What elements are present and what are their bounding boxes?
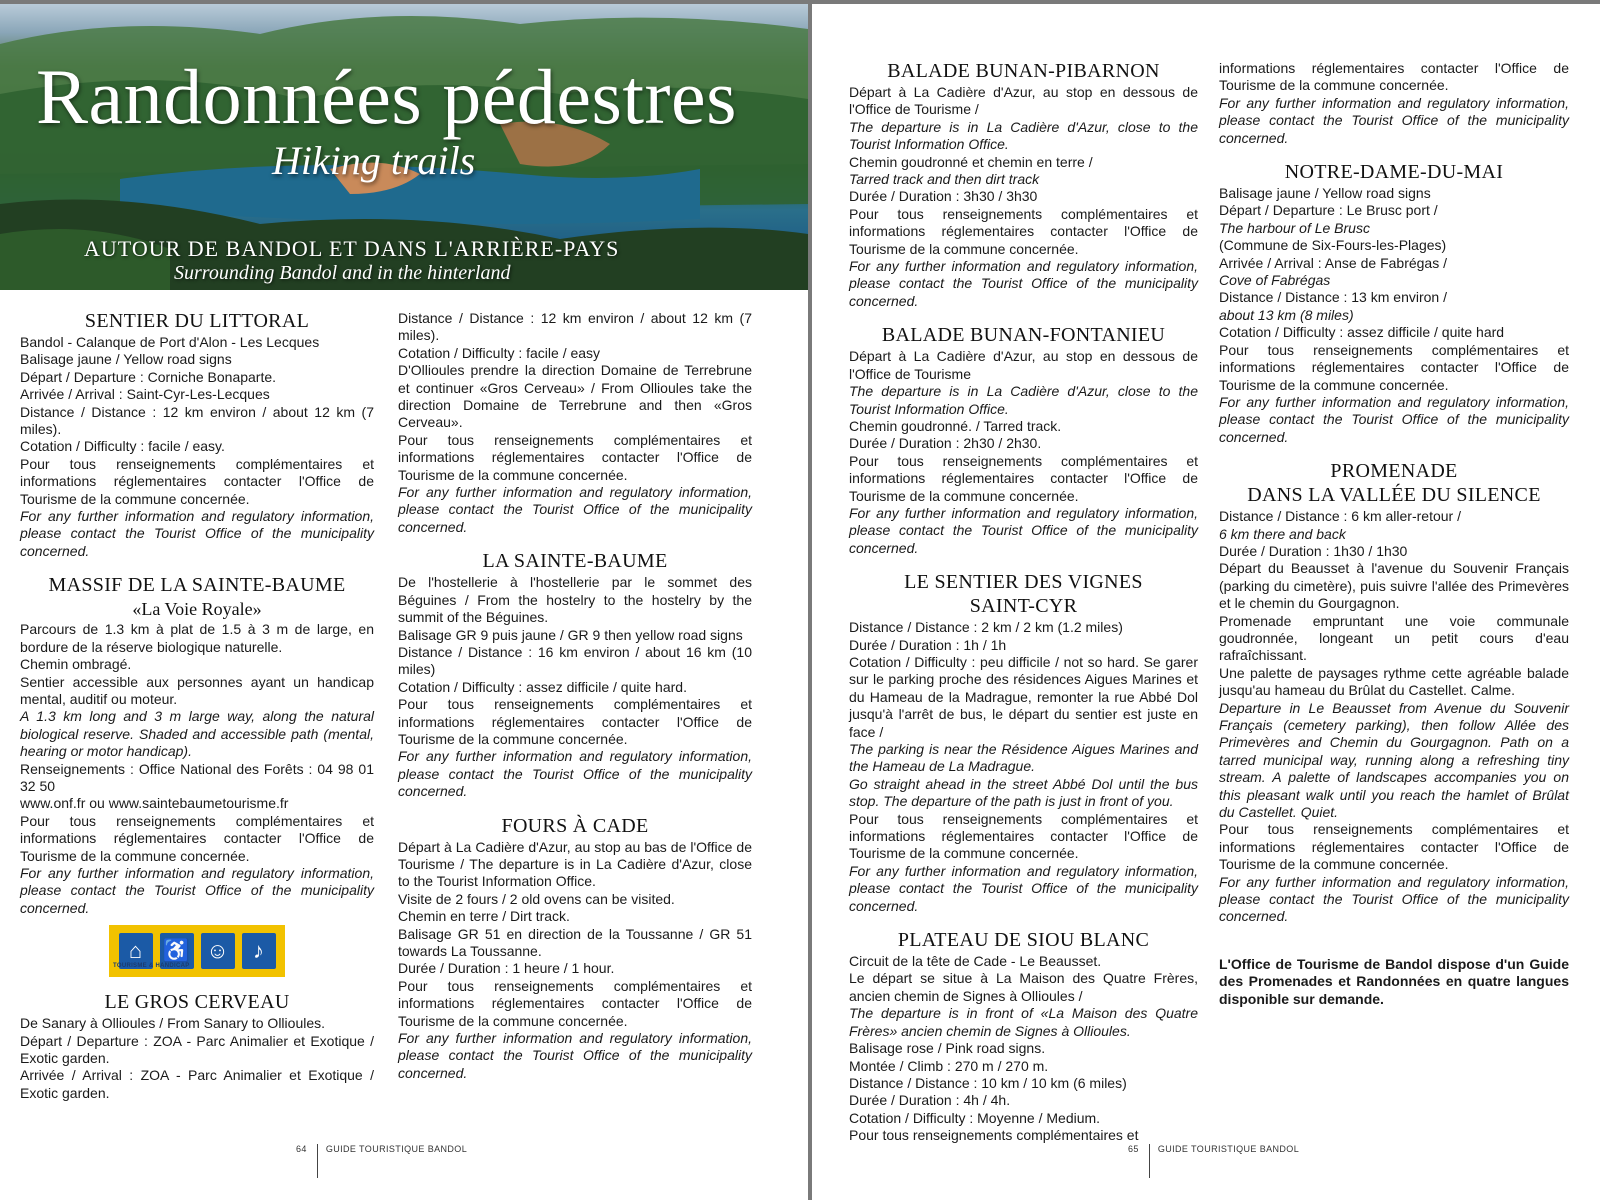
- info-fr: Pour tous renseignements complémentaires et informations réglementaires contacter l'Office de Tourisme de la commune concernée.: [398, 431, 752, 483]
- difficulty-line: Cotation / Difficulty : peu difficile / not so hard. Se garer sur le parking proche des résidences Aigues Marines et du Hameau de la Madrague, remonter la rue Abbé Dol jusqu'à l'arrêt de bus, le départ du sentier est juste en face /: [849, 653, 1198, 740]
- info-fr: Pour tous renseignements complémentaires et informations réglementaires contacter l'Office de Tourisme de la commune concernée.: [849, 452, 1198, 504]
- track-line: Chemin goudronné. / Tarred track.: [849, 417, 1062, 434]
- signage-line: Balisage jaune / Yellow road signs: [20, 351, 232, 368]
- departure-en: The departure is in La Cadière d'Azur, close to the Tourist Information Office.: [849, 118, 1198, 153]
- departure-line: Départ du Beausset à l'avenue du Souvenir Français (parking du cimetère), puis suivre l'allée des Primevères et le chemin du Gourgagnon.: [1219, 560, 1569, 612]
- left-page-footer: [296, 1144, 467, 1178]
- track-line: Chemin en terre / Dirt track.: [398, 908, 570, 925]
- info-fr-end: informations réglementaires contacter l'Office de Tourisme de la commune concernée.: [1219, 60, 1569, 94]
- tourist-office-note: L'Office de Tourisme de Bandol dispose d'un Guide des Promenades et Randonnées en quatre langues disponible sur demande.: [1219, 955, 1569, 1007]
- section-title: PROMENADE: [1330, 460, 1458, 483]
- section-title: FOURS À CADE: [501, 814, 649, 837]
- difficulty-line: Cotation / Difficulty : Moyenne / Medium.: [849, 1109, 1101, 1126]
- departure-line: Départ / Departure : ZOA - Parc Animalier et Exotique / Exotic garden.: [20, 1032, 374, 1066]
- distance-line: Distance / Distance : 13 km environ /: [1219, 289, 1447, 306]
- description-line: Chemin ombragé.: [20, 656, 132, 673]
- hearing-icon: ♪: [242, 933, 276, 969]
- section-title: LE SENTIER DES VIGNES: [904, 571, 1143, 594]
- difficulty-line: Cotation / Difficulty : assez difficile / quite hard: [1219, 324, 1505, 341]
- hero-title: Randonnées pédestres: [36, 53, 737, 140]
- section-title: NOTRE-DAME-DU-MAI: [1284, 161, 1504, 184]
- section-title: LE GROS CERVEAU: [104, 991, 290, 1014]
- page-number: 65: [1128, 1144, 1139, 1154]
- departure-line: Départ / Departure : Le Brusc port /: [1219, 202, 1438, 219]
- info-en: For any further information and regulatory information, please contact the Tourist Office of the municipality concerned.: [20, 864, 374, 916]
- section-title: BALADE BUNAN-FONTANIEU: [881, 324, 1166, 347]
- arrival-en: Cove of Fabrégas: [1219, 272, 1331, 289]
- departure-line: Le départ se situe à La Maison des Quatre Frères, ancien chemin de Signes à Ollioules /: [849, 970, 1198, 1004]
- footer-divider: [1149, 1144, 1150, 1178]
- departure-line: Départ à La Cadière d'Azur, au stop en dessous de l'Office de Tourisme: [849, 348, 1198, 382]
- section-bunan-pibarnon: [849, 60, 1198, 310]
- section-fours-a-cade: [398, 815, 752, 1083]
- signage-line: Balisage GR 51 en direction de la Toussanne / GR 51 towards La Toussanne.: [398, 925, 752, 959]
- info-en: For any further information and regulatory information, please contact the Tourist Office of the municipality concerned.: [1219, 873, 1569, 925]
- section-title: MASSIF DE LA SAINTE-BAUME: [48, 574, 346, 597]
- info-en: For any further information and regulatory information, please contact the Tourist Office of the municipality concerned.: [1219, 393, 1569, 445]
- info-en: For any further information and regulatory information, please contact the Tourist Office of the municipality concerned.: [398, 484, 752, 535]
- hero-subtitle: Hiking trails: [272, 138, 476, 183]
- difficulty-line: Cotation / Difficulty : facile / easy: [398, 344, 601, 361]
- arrival-line: Arrivée / Arrival : Anse de Fabrégas /: [1219, 254, 1447, 271]
- description-line: Sentier accessible aux personnes ayant un handicap mental, auditif ou moteur.: [20, 673, 374, 707]
- section-title: PLATEAU DE SIOU BLANC: [897, 929, 1150, 952]
- duration-line: Durée / Duration : 1h30 / 1h30: [1219, 542, 1408, 559]
- parking-en: The parking is near the Résidence Aigues Marines and the Hameau de La Madrague.: [849, 741, 1198, 775]
- distance-line: Distance / Distance : 12 km environ / about 12 km (7 miles).: [398, 310, 752, 344]
- visit-line: Visite de 2 fours / 2 old ovens can be visited.: [398, 890, 675, 907]
- info-en: For any further information and regulatory information, please contact the Tourist Office of the municipality concerned.: [849, 258, 1198, 309]
- info-fr: Pour tous renseignements complémentaires et informations réglementaires contacter l'Office de Tourisme de la commune concernée.: [1219, 341, 1569, 393]
- distance-line: Distance / Distance : 10 km / 10 km (6 miles): [849, 1074, 1127, 1091]
- climb-line: Montée / Climb : 270 m / 270 m.: [849, 1057, 1049, 1074]
- tourisme-handicap-logo: [109, 925, 285, 977]
- section-title: LA SAINTE-BAUME: [482, 550, 668, 573]
- arrival-line: Arrivée / Arrival : Saint-Cyr-Les-Lecques: [20, 386, 270, 403]
- arrival-line: Arrivée / Arrival : ZOA - Parc Animalier et Exotique / Exotic garden.: [20, 1067, 374, 1101]
- section-siou-blanc: [849, 929, 1198, 1144]
- route-line: Bandol - Calanque de Port d'Alon - Les Lecques: [20, 334, 320, 350]
- left-column-1: [20, 310, 374, 1116]
- left-column-2: [398, 310, 752, 1096]
- hero-photo: [0, 4, 808, 290]
- distance-line: Distance / Distance : 12 km environ / about 12 km (7 miles).: [20, 403, 374, 438]
- wheelchair-icon: ♿: [160, 933, 194, 969]
- duration-line: Durée / Duration : 2h30 / 2h30.: [849, 435, 1042, 452]
- page-number: 64: [296, 1144, 307, 1154]
- description-en: A 1.3 km long and 3 m large way, along the natural biological reserve. Shaded and accessible path (mental, hearing or motor handicap).: [20, 708, 374, 760]
- section-siou-blanc-continued: [1219, 60, 1569, 147]
- mental-handicap-icon: ☺: [201, 933, 235, 969]
- departure-line: Départ à La Cadière d'Azur, au stop au bas de l'Office de Tourisme / The departure is in La Cadière d'Azur, close to the Tourist Information Office.: [398, 838, 752, 890]
- distance-en: 6 km there and back: [1219, 525, 1346, 542]
- info-fr: Pour tous renseignements complémentaires et informations réglementaires contacter l'Office de Tourisme de la commune concernée.: [398, 977, 752, 1029]
- description-line: Une palette de paysages rythme cette agréable balade jusqu'au hameau du Brûlat du Castellet. Calme.: [1219, 664, 1569, 699]
- info-en: For any further information and regulatory information, please contact the Tourist Office of the municipality concerned.: [398, 748, 752, 800]
- section-title-line2: DANS LA VALLÉE DU SILENCE: [1247, 484, 1541, 507]
- section-sainte-baume: [398, 550, 752, 800]
- route-line: De l'hostellerie à l'hostellerie par le sommet des Béguines / From the hostelry to the hostelry by the summit of the Béguines.: [398, 574, 752, 626]
- duration-line: Durée / Duration : 4h / 4h.: [849, 1092, 1011, 1109]
- info-en: For any further information and regulatory information, please contact the Tourist Office of the municipality concerned.: [398, 1030, 752, 1081]
- left-page: [0, 4, 808, 1200]
- duration-line: Durée / Duration : 3h30 / 3h30: [849, 188, 1038, 205]
- signage-line: Balisage GR 9 puis jaune / GR 9 then yellow road signs: [398, 626, 743, 643]
- info-en: For any further information and regulatory information, please contact the Tourist Office of the municipality concerned.: [849, 862, 1198, 914]
- departure-en: The departure is in front of «La Maison des Quatre Frères» ancien chemin de Signes à Ollioules.: [849, 1005, 1198, 1039]
- section-gros-cerveau-continued: [398, 310, 752, 536]
- distance-line: Distance / Distance : 16 km environ / about 16 km (10 miles): [398, 643, 752, 678]
- hero-band-en: Surrounding Bandol and in the hinterland: [174, 262, 511, 284]
- route-line: De Sanary à Ollioules / From Sanary to Ollioules.: [20, 1015, 326, 1032]
- track-line: Chemin goudronné et chemin en terre /: [849, 153, 1093, 170]
- info-en: For any further information and regulatory information, please contact the Tourist Office of the municipality concerned.: [849, 504, 1198, 556]
- difficulty-line: Cotation / Difficulty : facile / easy.: [20, 438, 225, 455]
- departure-line: Départ à La Cadière d'Azur, au stop en dessous de l'Office de Tourisme /: [849, 84, 1198, 118]
- signage-line: Balisage jaune / Yellow road signs: [1219, 185, 1431, 202]
- contact-line: Renseignements : Office National des Forêts : 04 98 01 32 50: [20, 760, 374, 794]
- section-gros-cerveau: [20, 991, 374, 1102]
- section-subtitle: «La Voie Royale»: [132, 599, 262, 620]
- section-title: BALADE BUNAN-PIBARNON: [887, 60, 1160, 82]
- right-page-footer: [1128, 1144, 1299, 1178]
- distance-en: about 13 km (8 miles): [1219, 306, 1354, 323]
- difficulty-line: Cotation / Difficulty : assez difficile / quite hard.: [398, 678, 687, 695]
- info-fr: Pour tous renseignements complémentaires et informations réglementaires contacter l'Office de Tourisme de la commune concernée.: [398, 696, 752, 747]
- section-title: SENTIER DU LITTORAL: [84, 310, 310, 332]
- track-en: Tarred track and then dirt track: [849, 171, 1040, 188]
- right-column-1: [849, 60, 1198, 1159]
- section-bunan-fontanieu: [849, 324, 1198, 557]
- info-fr: Pour tous renseignements complémentaires et informations réglementaires contacter l'Office de Tourisme de la commune concernée.: [20, 455, 374, 507]
- info-en: For any further information and regulatory information, please contact the Tourist Office of the municipality concerned.: [1219, 94, 1569, 146]
- footer-divider: [317, 1144, 318, 1178]
- info-fr: Pour tous renseignements complémentaires et informations réglementaires contacter l'Office de Tourisme de la commune concernée.: [849, 205, 1198, 257]
- info-fr: Pour tous renseignements complémentaires et informations réglementaires contacter l'Office de Tourisme de la commune concernée.: [20, 812, 374, 864]
- directions-en: Go straight ahead in the street Abbé Dol until the bus stop. The departure of the path is just in front of you.: [849, 775, 1198, 810]
- duration-line: Durée / Duration : 1 heure / 1 hour.: [398, 960, 615, 977]
- info-fr: Pour tous renseignements complémentaires et informations réglementaires contacter l'Office de Tourisme de la commune concernée.: [849, 810, 1198, 862]
- distance-line: Distance / Distance : 2 km / 2 km (1.2 miles): [849, 619, 1123, 636]
- footer-label: GUIDE TOURISTIQUE BANDOL: [1157, 1144, 1300, 1154]
- route-line: Circuit de la tête de Cade - Le Beausset.: [849, 953, 1102, 970]
- section-massif-sainte-baume: [20, 574, 374, 977]
- departure-en: The departure is in La Cadière d'Azur, close to the Tourist Information Office.: [849, 383, 1198, 417]
- commune-line: (Commune de Six-Fours-les-Plages): [1219, 237, 1447, 254]
- departure-line: Départ / Departure : Corniche Bonaparte.: [20, 368, 277, 385]
- description-en: Departure in Le Beausset from Avenue du Souvenir Français (cemetery parking), then follow Allée des Primevères and Chemin du Gourgagnon. Path on a tarred municipal way, running along a refreshing tiny stream. A palette of landscapes accompanies you on this pleasant walk until you reach the hamlet of Brûlat du Castellet. Quiet.: [1219, 699, 1569, 821]
- section-title-line2: SAINT-CYR: [969, 595, 1078, 618]
- footer-label: GUIDE TOURISTIQUE BANDOL: [325, 1144, 468, 1154]
- duration-line: Durée / Duration : 1h / 1h: [849, 636, 1007, 653]
- house-icon: ⌂: [119, 933, 153, 969]
- section-vallee-du-silence: [1219, 460, 1569, 926]
- logo-caption: TOURISME & HANDICAP: [113, 962, 190, 969]
- info-fr-start: Pour tous renseignements complémentaires et: [849, 1127, 1139, 1144]
- right-column-2: [1219, 60, 1569, 1022]
- section-notre-dame-du-mai: [1219, 161, 1569, 446]
- right-page: [812, 4, 1600, 1200]
- section-sentier-vignes: [849, 571, 1198, 915]
- info-fr: Pour tous renseignements complémentaires et informations réglementaires contacter l'Office de Tourisme de la commune concernée.: [1219, 821, 1569, 873]
- website-line: www.onf.fr ou www.saintebaumetourisme.fr: [20, 795, 289, 812]
- signage-line: Balisage rose / Pink road signs.: [849, 1040, 1046, 1057]
- description-line: Promenade empruntant une voie communale goudronnée, longeant un petit cours d'eau rafraîchissant.: [1219, 612, 1569, 664]
- departure-en: The harbour of Le Brusc: [1219, 219, 1370, 236]
- hero-band-fr: AUTOUR DE BANDOL ET DANS L'ARRIÈRE-PAYS: [84, 236, 620, 261]
- section-sentier-littoral: [20, 310, 374, 560]
- description-line: Parcours de 1.3 km à plat de 1.5 à 3 m de large, en bordure de la réserve biologique naturelle.: [20, 621, 374, 655]
- distance-line: Distance / Distance : 6 km aller-retour /: [1219, 508, 1461, 525]
- info-en: For any further information and regulatory information, please contact the Tourist Office of the municipality concerned.: [20, 508, 374, 559]
- directions-line: D'Ollioules prendre la direction Domaine de Terrebrune et continuer «Gros Cerveau» / From Ollioules take the direction Domaine de Terrebrune and then «Gros Cerveau».: [398, 362, 752, 431]
